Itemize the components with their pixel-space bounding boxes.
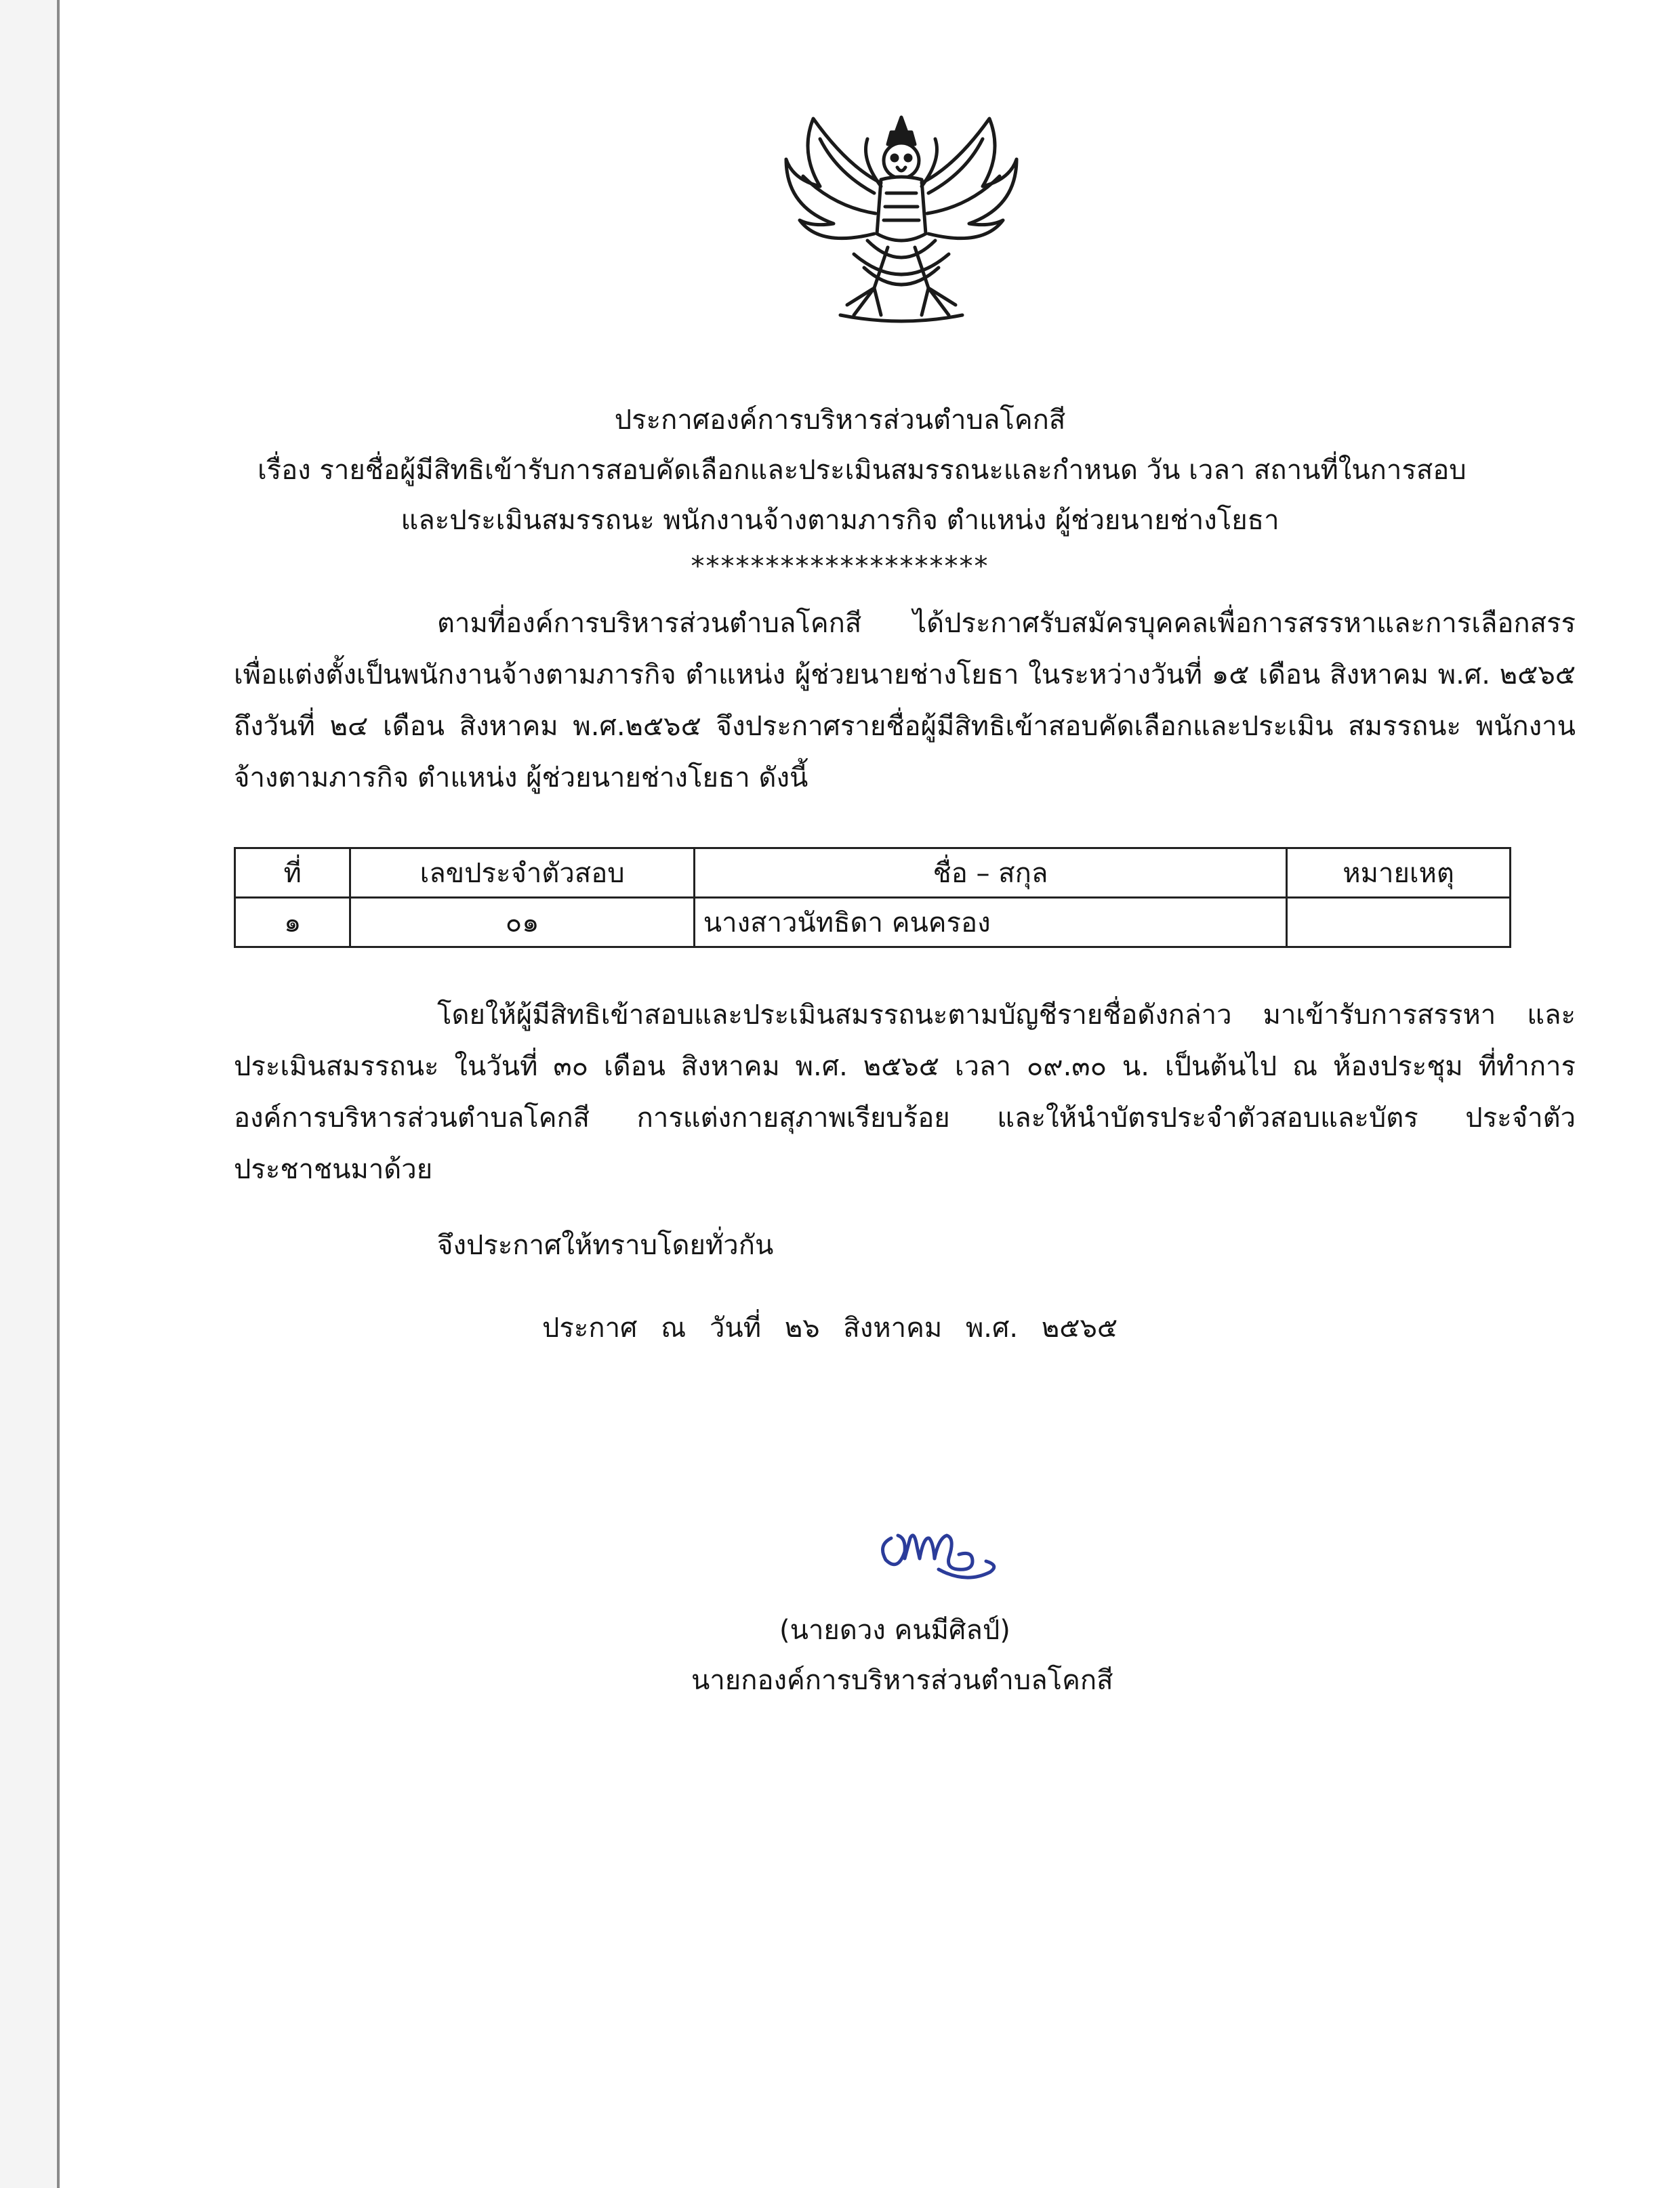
signer-title: นายกองค์การบริหารส่วนตำบลโคกสี [691, 1665, 1113, 1696]
page-margin-shadow [0, 0, 57, 2188]
header-name: ชื่อ – สกุล [694, 848, 1286, 898]
intro-paragraph: ตามที่องค์การบริหารส่วนตำบลโคกสี ได้ประกาศรับสมัครบุคคลเพื่อการสรรหาและการเลือกสรร เพื่อแต่งตั้งเป็นพนักงานจ้างตามภารกิจ ตำแหน่ง ผู้ช่วยนายช่างโยธา ในระหว่างวันที่ ๑๕ เดือน สิงหาคม พ.ศ. ๒๕๖๕ ถึงวันที่ ๒๔ เดือน สิงหาคม พ.ศ.๒๕๖๕ จึงประกาศรายชื่อผู้มีสิทธิเข้าสอบคัดเลือกและประเมิน สมรรถนะ พนักงานจ้างตามภารกิจ ตำแหน่ง ผู้ช่วยนายช่างโยธา ดังนี้ [234, 608, 1576, 793]
subject-line-continued: และประเมินสมรรถนะ พนักงานจ้างตามภารกิจ ตำแหน่ง ผู้ช่วยนายช่างโยธา [401, 505, 1279, 536]
cell-note [1287, 898, 1511, 947]
star-separator: ******************** [691, 551, 989, 582]
header-exam-id: เลขประจำตัวสอบ [350, 848, 694, 898]
cell-name: นางสาวนัทธิดา คนครอง [694, 898, 1286, 947]
handwritten-signature-icon [871, 1511, 1006, 1592]
closing-statement: จึงประกาศให้ทราบโดยทั่วกัน [437, 1230, 774, 1261]
cell-exam-id: ๐๑ [350, 898, 694, 947]
table-row [235, 898, 1511, 947]
announcement-heading: ประกาศองค์การบริหารส่วนตำบลโคกสี [614, 405, 1066, 436]
subject-line: เรื่อง รายชื่อผู้มีสิทธิเข้ารับการสอบคัดเลือกและประเมินสมรรถนะและกำหนด วัน เวลา สถานที่ในการสอบ [258, 455, 1467, 486]
page-edge-line [57, 0, 60, 2188]
header-note: หมายเหตุ [1287, 848, 1511, 898]
announcement-date: ประกาศ ณ วันที่ ๒๖ สิงหาคม พ.ศ. ๒๕๖๕ [542, 1313, 1118, 1344]
garuda-emblem-icon [773, 112, 1030, 329]
exam-details-paragraph: โดยให้ผู้มีสิทธิเข้าสอบและประเมินสมรรถนะตามบัญชีรายชื่อดังกล่าว มาเข้ารับการสรรหา และประเมินสมรรถนะ ในวันที่ ๓๐ เดือน สิงหาคม พ.ศ. ๒๕๖๕ เวลา ๐๙.๓๐ น. เป็นต้นไป ณ ห้องประชุม ที่ทำการองค์การบริหารส่วนตำบลโคกสี การแต่งกายสุภาพเรียบร้อย และให้นำบัตรประจำตัวสอบและบัตร ประจำตัวประชาชนมาด้วย [234, 999, 1576, 1185]
signer-name: (นายดวง คนมีศิลป์) [779, 1615, 1010, 1646]
header-no: ที่ [235, 848, 350, 898]
cell-no: ๑ [235, 898, 350, 947]
table-header-row [235, 848, 1511, 898]
candidate-table [234, 847, 1511, 948]
